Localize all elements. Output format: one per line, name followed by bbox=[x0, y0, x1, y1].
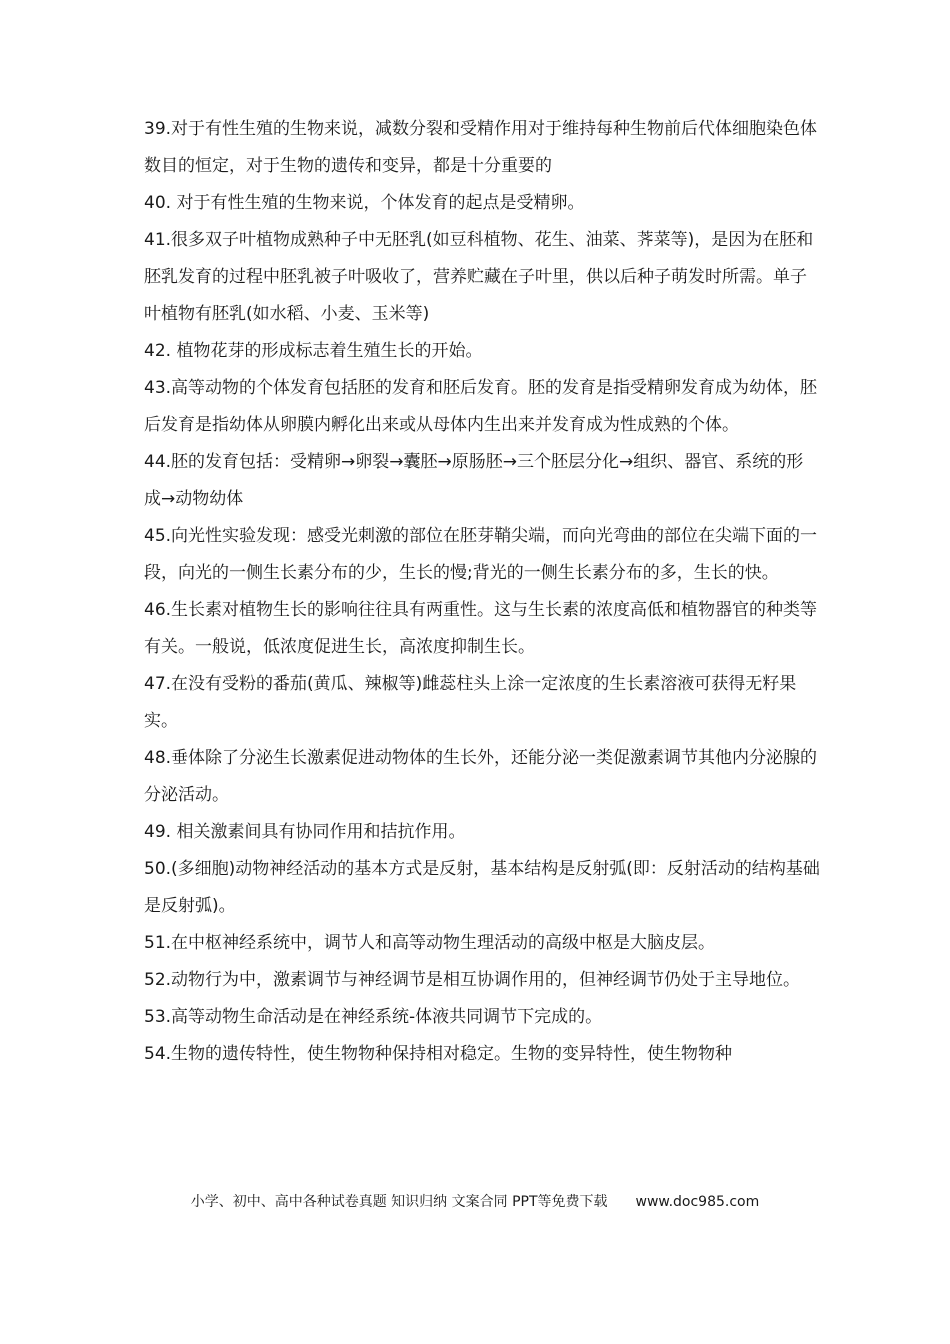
list-item: 41.很多双子叶植物成熟种子中无胚乳(如豆科植物、花生、油菜、荠菜等)，是因为在胚和胚乳发育的过程中胚乳被子叶吸收了，营养贮藏在子叶里，供以后种子萌发时所需。单子叶植物有胚乳(如水稻、小麦、玉米等) bbox=[144, 230, 814, 324]
list-item: 39.对于有性生殖的生物来说，减数分裂和受精作用对于维持每种生物前后代体细胞染色体数目的恒定，对于生物的遗传和变异，都是十分重要的 bbox=[144, 119, 818, 176]
document-body bbox=[144, 111, 820, 1073]
list-item: 52.动物行为中，激素调节与神经调节是相互协调作用的，但神经调节仍处于主导地位。 bbox=[144, 970, 801, 990]
list-item: 50.(多细胞)动物神经活动的基本方式是反射，基本结构是反射弧(即：反射活动的结构基础是反射弧)。 bbox=[144, 859, 820, 916]
list-item: 46.生长素对植物生长的影响往往具有两重性。这与生长素的浓度高低和植物器官的种类等有关。一般说，低浓度促进生长，高浓度抑制生长。 bbox=[144, 600, 818, 657]
footer-site-link[interactable]: www.doc985.com bbox=[635, 1194, 760, 1210]
footer-text: 小学、初中、高中各种试卷真题 知识归纳 文案合同 PPT等免费下载 bbox=[190, 1194, 608, 1210]
list-item: 44.胚的发育包括：受精卵→卵裂→囊胚→原肠胚→三个胚层分化→组织、器官、系统的形成→动物幼体 bbox=[144, 452, 804, 509]
list-item: 51.在中枢神经系统中，调节人和高等动物生理活动的高级中枢是大脑皮层。 bbox=[144, 933, 716, 953]
list-item: 43.高等动物的个体发育包括胚的发育和胚后发育。胚的发育是指受精卵发育成为幼体，胚后发育是指幼体从卵膜内孵化出来或从母体内生出来并发育成为性成熟的个体。 bbox=[144, 378, 818, 435]
list-item: 53.高等动物生命活动是在神经系统-体液共同调节下完成的。 bbox=[144, 1007, 603, 1027]
list-item: 47.在没有受粉的番茄(黄瓜、辣椒等)雌蕊柱头上涂一定浓度的生长素溶液可获得无籽果实。 bbox=[144, 674, 797, 731]
list-item: 40. 对于有性生殖的生物来说，个体发育的起点是受精卵。 bbox=[144, 193, 585, 213]
list-item: 49. 相关激素间具有协同作用和拮抗作用。 bbox=[144, 822, 466, 842]
list-item: 48.垂体除了分泌生长激素促进动物体的生长外，还能分泌一类促激素调节其他内分泌腺的分泌活动。 bbox=[144, 748, 818, 805]
list-item: 45.向光性实验发现：感受光刺激的部位在胚芽鞘尖端，而向光弯曲的部位在尖端下面的一段，向光的一侧生长素分布的少，生长的慢;背光的一侧生长素分布的多，生长的快。 bbox=[144, 526, 818, 583]
list-item: 54.生物的遗传特性，使生物物种保持相对稳定。生物的变异特性，使生物物种 bbox=[144, 1044, 733, 1064]
list-item: 42. 植物花芽的形成标志着生殖生长的开始。 bbox=[144, 341, 483, 361]
page-footer bbox=[0, 1192, 950, 1212]
